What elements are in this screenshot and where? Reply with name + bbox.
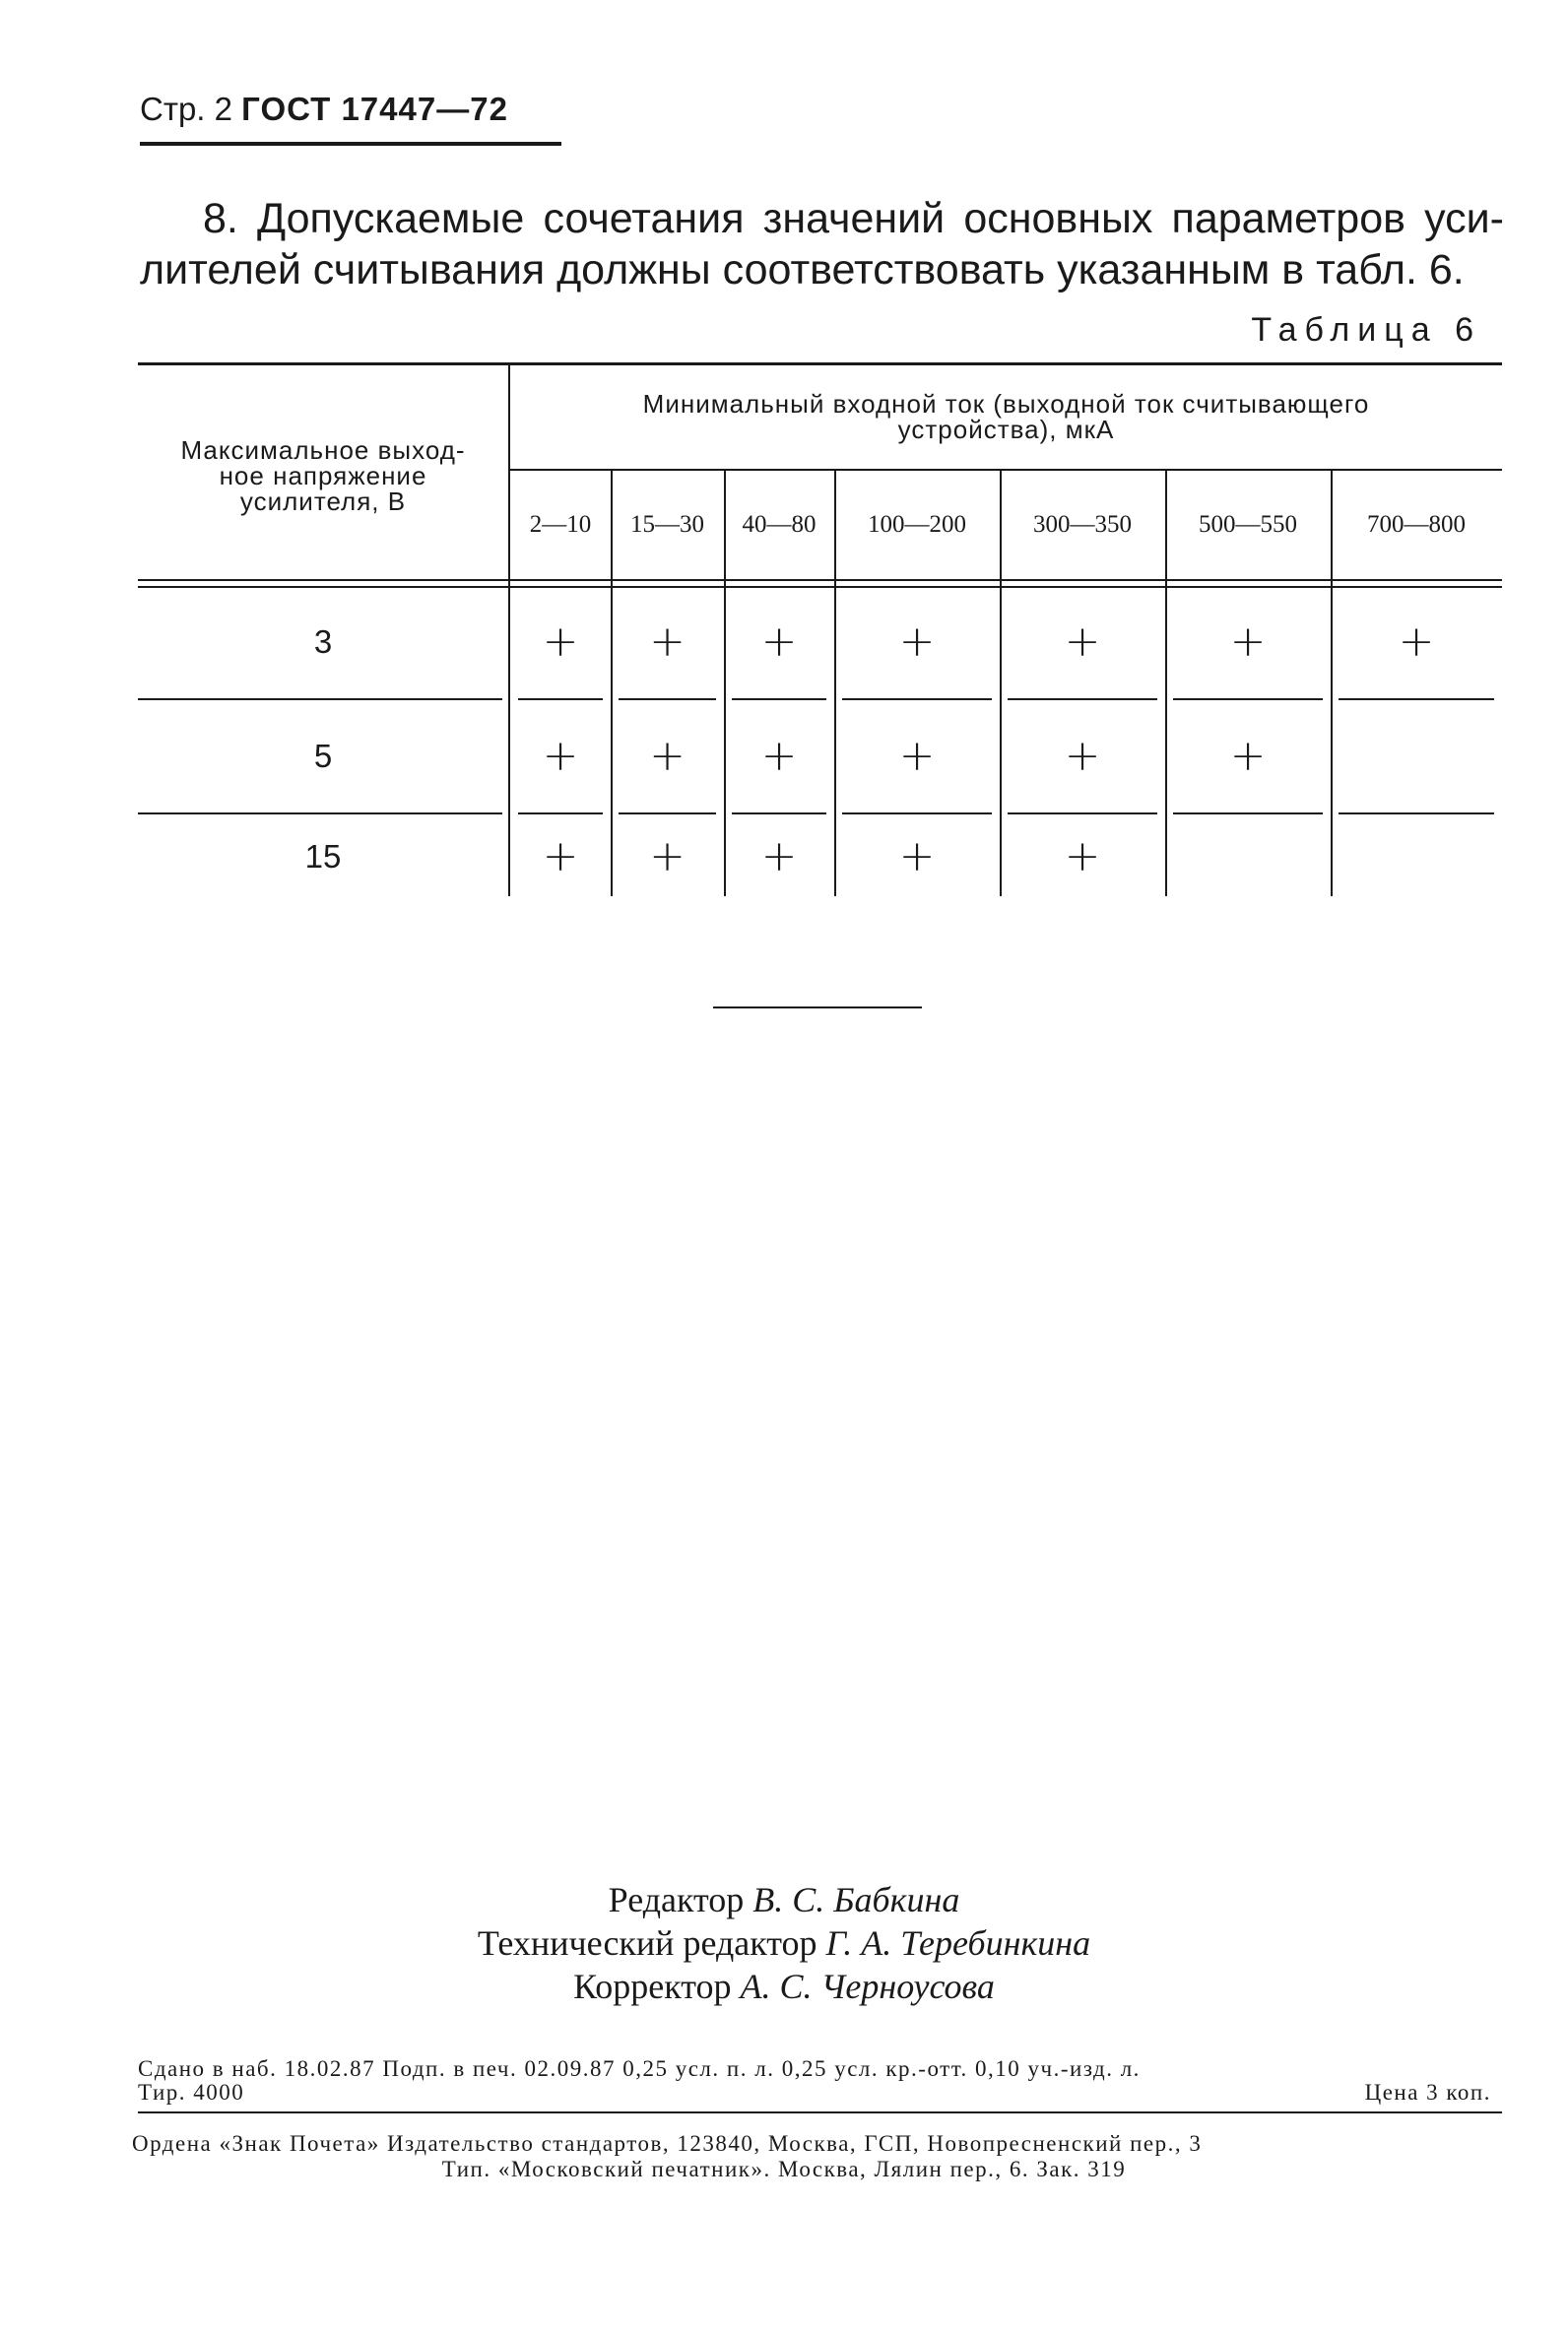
column-header: 500—550 — [1199, 511, 1297, 538]
row-separator — [138, 698, 502, 700]
credit-corrector — [0, 1966, 1568, 2007]
table-cell-mark: + — [1064, 831, 1101, 881]
table-cell-mark: + — [898, 731, 936, 781]
column-header: 40—80 — [742, 511, 817, 538]
table-6 — [138, 362, 1502, 904]
column-separator — [1000, 471, 1002, 896]
row-separator-segment — [732, 698, 826, 700]
table-cell-mark: + — [760, 731, 798, 781]
table-cell-mark: + — [760, 616, 798, 667]
row-separator-segment — [619, 812, 716, 814]
header-rule — [140, 142, 561, 146]
row-separator-segment — [732, 812, 826, 814]
row-separator-segment — [1339, 812, 1494, 814]
column-header: 2—10 — [529, 511, 592, 538]
tech-editor-name: Г. А. Теребинкина — [825, 1923, 1091, 1963]
row-separator-segment — [1008, 812, 1157, 814]
column-separator — [1331, 471, 1333, 896]
imprint-printer: Тип. «Московский печатник». Москва, Лялин пер., 6. Зак. 319 — [441, 2157, 1127, 2181]
row-header — [138, 422, 508, 530]
table-cell-mark: + — [898, 616, 936, 667]
row-separator-segment — [1173, 698, 1323, 700]
row-header-line-1: Максимальное выход- — [180, 435, 466, 465]
column-group-header-line-2: устройства), мкА — [897, 415, 1115, 444]
column-separator — [611, 471, 613, 896]
table-cell-mark: + — [760, 831, 798, 881]
table-cell-mark: + — [1064, 731, 1101, 781]
table-cell-mark: + — [649, 831, 686, 881]
paragraph-line-2: лителей считывания должны соответствовать указанным в табл. 6. — [140, 246, 1465, 293]
table-cell-mark: + — [1229, 616, 1267, 667]
table-top-rule — [138, 362, 1502, 365]
tech-editor-role: Технический редактор — [477, 1923, 817, 1963]
credit-editor — [0, 1879, 1568, 1920]
table-cell-mark: + — [1229, 731, 1267, 781]
row-separator-segment — [619, 698, 716, 700]
row-voltage: 3 — [313, 623, 333, 660]
page-number: Стр. 2 — [140, 91, 232, 127]
column-separator — [724, 471, 726, 896]
row-voltage: 15 — [304, 838, 342, 875]
imprint-publisher: Ордена «Знак Почета» Издательство стандартов, 123840, Москва, ГСП, Новопресненский пер., 3 — [132, 2131, 1203, 2156]
column-group-header-line-1: Минимальный входной ток (выходной ток считывающего — [642, 389, 1370, 419]
row-voltage: 5 — [313, 738, 333, 774]
row-separator-segment — [842, 698, 992, 700]
row-separator-segment — [842, 812, 992, 814]
row-separator-segment — [1173, 812, 1323, 814]
column-header: 15—30 — [630, 511, 704, 538]
row-header-line-2: ное напряжение — [219, 461, 427, 490]
row-separator-segment — [518, 812, 603, 814]
credit-tech-editor — [0, 1922, 1568, 1964]
row-header-line-3: усилителя, В — [239, 487, 407, 516]
corrector-role: Корректор — [573, 1967, 732, 2006]
column-header: 700—800 — [1367, 511, 1466, 538]
table-title: Таблица 6 — [1251, 311, 1481, 349]
column-header: 300—350 — [1033, 511, 1132, 538]
table-cell-mark: + — [649, 731, 686, 781]
paragraph-8 — [140, 193, 1504, 295]
header-bottom-rule — [138, 579, 1502, 581]
editor-role: Редактор — [608, 1880, 745, 1919]
editor-name: В. С. Бабкина — [752, 1880, 960, 1919]
row-separator-segment — [1339, 698, 1494, 700]
imprint-rule — [138, 2111, 1502, 2113]
table-cell-mark — [1165, 817, 1331, 896]
table-cell-mark: + — [542, 731, 579, 781]
row-separator-segment — [1008, 698, 1157, 700]
imprint-price: Цена 3 коп. — [1364, 2080, 1491, 2105]
table-cell-mark — [1331, 703, 1502, 810]
table-cell-mark: + — [1398, 616, 1435, 667]
column-separator — [834, 471, 836, 896]
column-separator — [1165, 471, 1167, 896]
row-separator-segment — [518, 698, 603, 700]
column-header: 100—200 — [868, 511, 966, 538]
row-separator — [138, 812, 502, 814]
table-cell-mark: + — [1064, 616, 1101, 667]
table-cell-mark: + — [542, 831, 579, 881]
table-cell-mark — [1331, 817, 1502, 896]
page-header — [140, 91, 508, 128]
corrector-name: А. С. Черноусова — [740, 1967, 995, 2006]
table-cell-mark: + — [649, 616, 686, 667]
column-group-header — [510, 382, 1502, 451]
header-bottom-rule-2 — [138, 586, 1502, 588]
paragraph-line-1: 8. Допускаемые сочетания значений основных параметров уси- — [203, 195, 1504, 242]
table-cell-mark: + — [898, 831, 936, 881]
section-divider — [713, 1006, 922, 1008]
imprint-circulation: Тир. 4000 — [138, 2080, 245, 2105]
table-cell-mark: + — [542, 616, 579, 667]
standard-code: ГОСТ 17447—72 — [241, 91, 508, 127]
imprint-line-1: Сдано в наб. 18.02.87 Подп. в печ. 02.09.87 0,25 усл. п. л. 0,25 усл. кр.-отт. 0,10 уч.-изд. л. — [138, 2056, 1141, 2081]
